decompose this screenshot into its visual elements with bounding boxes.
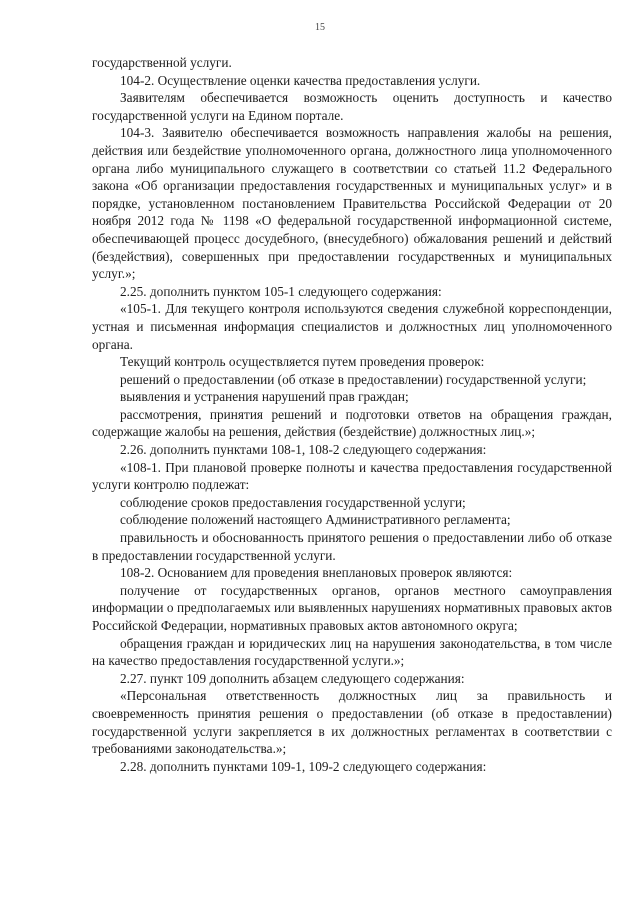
paragraph: «Персональная ответственность должностных лиц за правильность и своевременность принятия решения о предоставлении (об отказе в предоставлении) государственной услуги закрепляется в их должностных регламентах в соответствии с требованиями законодательства.»; (92, 688, 612, 757)
paragraph: решений о предоставлении (об отказе в предоставлении) государственной услуги; (120, 371, 587, 387)
paragraph: соблюдение сроков предоставления государственной услуги; (120, 494, 466, 510)
paragraph: 2.26. дополнить пунктами 108-1, 108-2 следующего содержания: (120, 442, 487, 458)
paragraph: Текущий контроль осуществляется путем проведения проверок: (120, 354, 485, 370)
paragraph: «108-1. При плановой проверке полноты и качества предоставления государственной услуги контролю подлежат: (92, 459, 612, 493)
paragraph: соблюдение положений настоящего Административного регламента; (120, 512, 511, 528)
document-body (92, 54, 612, 775)
paragraph: «105-1. Для текущего контроля используются сведения служебной корреспонденции, устная и письменная информация специалистов и должностных лиц уполномоченного органа. (92, 301, 612, 352)
paragraph: 2.25. дополнить пунктом 105-1 следующего содержания: (120, 283, 442, 299)
paragraph: 2.27. пункт 109 дополнить абзацем следующего содержания: (120, 670, 465, 686)
paragraph: рассмотрения, принятия решений и подготовки ответов на обращения граждан, содержащие жалобы на решения, действия (бездействие) должностных лиц.»; (92, 406, 612, 440)
paragraph: правильность и обоснованность принятого решения о предоставлении либо об отказе в предоставлении государственной услуги. (92, 530, 612, 563)
paragraph: 108-2. Основанием для проведения внеплановых проверок являются: (120, 565, 513, 581)
paragraph: выявления и устранения нарушений прав граждан; (120, 389, 409, 405)
paragraph: Заявителям обеспечивается возможность оценить доступность и качество государственной услуги на Едином портале. (92, 90, 612, 123)
paragraph: 104-3. Заявителю обеспечивается возможность направления жалобы на решения, действия или бездействие уполномоченного органа, должностного лица уполномоченного органа либо муниципального служащего в соответствии со статьей 11.2 Федерального закона «Об организации предоставления государственных и муниципальных услуг» и в порядке, установленном постановлением Правительства Российской Федерации от 20 ноября 2012 года № 1198 «О федеральной государственной информационной системе, обеспечивающей процесс досудебного, (внесудебного) обжалования решений и действий (бездействия), совершенных при предоставлении государственных и муниципальных услуг.»; (92, 125, 612, 282)
page-number: 15 (315, 22, 325, 33)
paragraph: 104-2. Осуществление оценки качества предоставления услуги. (120, 72, 481, 88)
paragraph: получение от государственных органов, органов местного самоуправления информации о предполагаемых или выявленных нарушениях нормативных правовых актов Российской Федерации, нормативных правовых актов автономного округа; (92, 582, 612, 633)
paragraph: государственной услуги. (92, 55, 232, 70)
paragraph: 2.28. дополнить пунктами 109-1, 109-2 следующего содержания: (120, 758, 487, 774)
paragraph: обращения граждан и юридических лиц на нарушения законодательства, в том числе на качество предоставления государственной услуги.»; (92, 635, 612, 669)
